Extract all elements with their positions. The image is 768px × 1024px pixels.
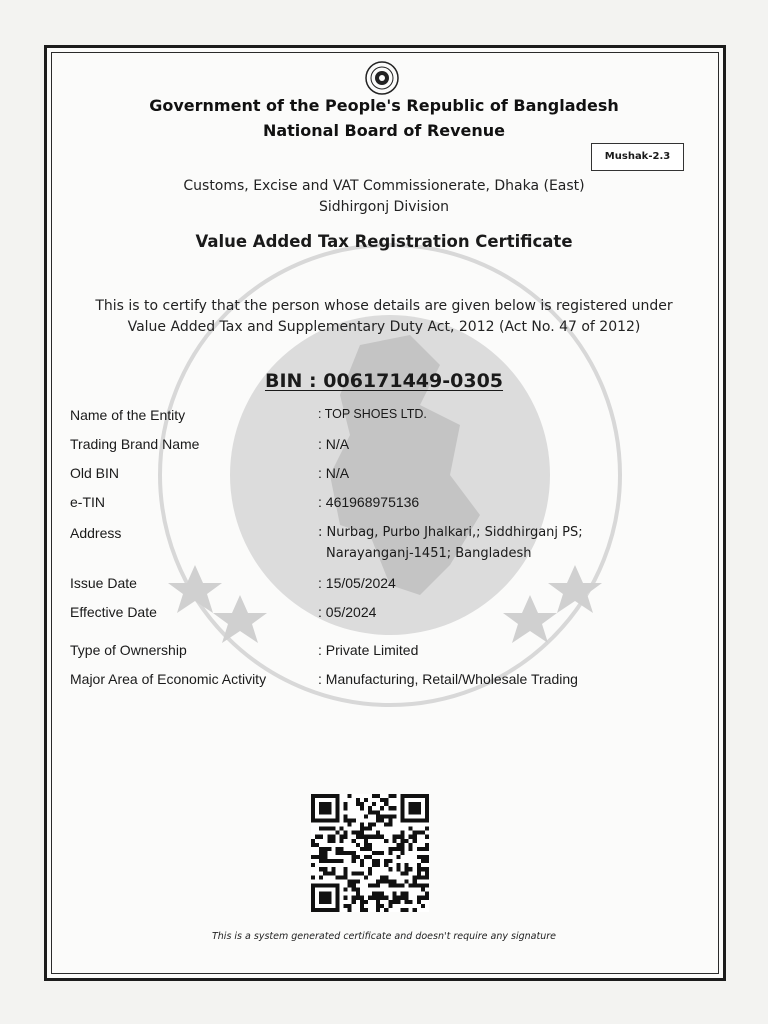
detail-label: Issue Date (70, 575, 137, 591)
detail-value: : Manufacturing, Retail/Wholesale Trading (318, 671, 578, 687)
certify-line-1: This is to certify that the person whose details are given below is registered under (95, 298, 673, 314)
form-code-badge: Mushak-2.3 (591, 143, 684, 171)
commissionerate-line: Customs, Excise and VAT Commissionerate, Dhaka (East) (183, 178, 585, 194)
detail-value: : Private Limited (318, 642, 419, 658)
detail-value: : 15/05/2024 (318, 575, 396, 591)
bin-number (0, 370, 768, 392)
division-line: Sidhirgonj Division (318, 199, 450, 215)
government-heading: Government of the People's Republic of Bangladesh (149, 96, 619, 115)
detail-value: : 05/2024 (318, 604, 377, 620)
detail-label: Trading Brand Name (70, 436, 200, 452)
verification-qr-code (309, 794, 431, 912)
bangladesh-emblem-icon (364, 60, 400, 96)
certificate-title: Value Added Tax Registration Certificate (195, 232, 573, 251)
detail-value: : Nurbag, Purbo Jhalkari,; Siddhirganj PS; (318, 525, 583, 540)
bin-text: BIN : 006171449-0305 (264, 370, 504, 392)
board-heading: National Board of Revenue (262, 121, 506, 140)
detail-value-line2: Narayanganj-1451; Bangladesh (326, 546, 532, 561)
detail-label: Name of the Entity (70, 407, 186, 423)
detail-label: Major Area of Economic Activity (70, 671, 267, 687)
system-generated-note: This is a system generated certificate and doesn't require any signature (211, 931, 556, 942)
detail-label: Effective Date (70, 604, 157, 620)
certify-line-2: Value Added Tax and Supplementary Duty Act, 2012 (Act No. 47 of 2012) (127, 319, 641, 335)
detail-label: Type of Ownership (70, 642, 187, 658)
detail-value: : N/A (318, 465, 350, 481)
detail-label: Address (70, 525, 122, 541)
detail-label: Old BIN (70, 465, 120, 481)
detail-value: : TOP SHOES LTD. (318, 407, 427, 421)
detail-value: : 461968975136 (318, 494, 420, 510)
detail-label: e-TIN (70, 494, 105, 510)
detail-value: : N/A (318, 436, 350, 452)
